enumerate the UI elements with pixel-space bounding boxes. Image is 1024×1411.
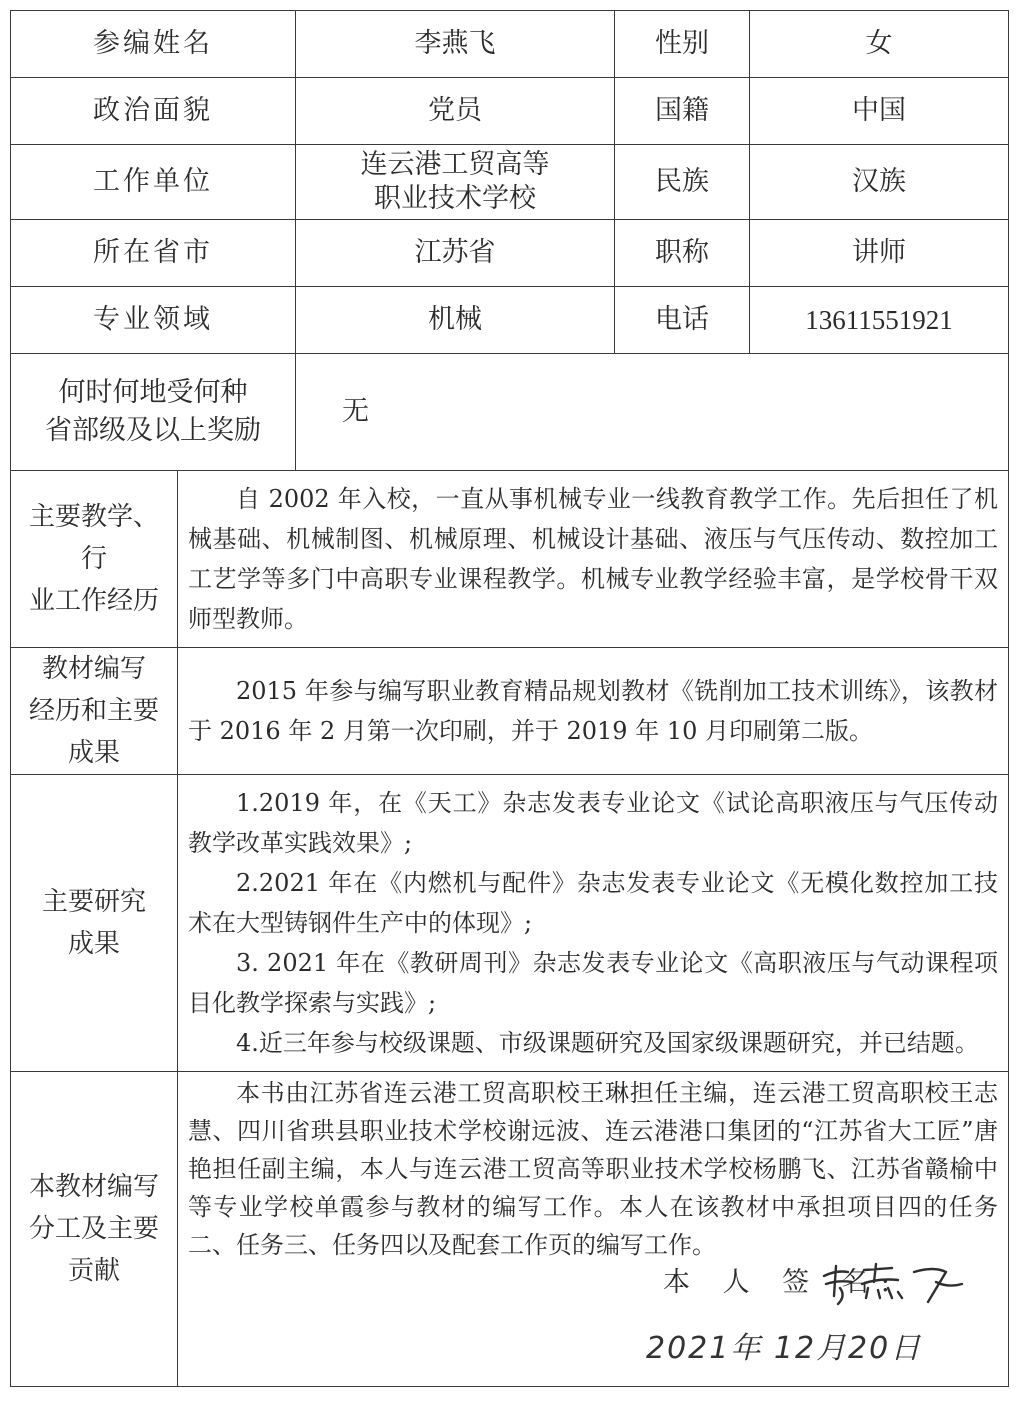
nationality-value: 中国 <box>750 78 1009 145</box>
research-item-4: 4.近三年参与校级课题、市级课题研究及国家级课题研究，并已结题。 <box>236 1029 979 1057</box>
province-value: 江苏省 <box>296 220 615 287</box>
textbook-label-line-1: 教材编写 <box>41 654 146 684</box>
employer-line-1: 连云港工贸高等 <box>360 149 550 180</box>
row-contribution <box>11 1072 1009 1387</box>
field-value: 机械 <box>296 287 615 354</box>
research-label <box>11 775 178 1072</box>
row-textbook <box>11 648 1009 775</box>
experience-label-line-1: 主要教学、行 <box>28 502 159 574</box>
nationality-label: 国籍 <box>615 78 750 145</box>
row-name <box>11 11 1009 78</box>
row-awards <box>11 354 1009 471</box>
gender-value: 女 <box>750 11 1009 78</box>
textbook-label-line-2: 经历和主要 <box>28 696 159 726</box>
row-experience <box>11 471 1009 648</box>
experience-label-line-2: 业工作经历 <box>28 586 159 616</box>
experience-text: 自 2002 年入校，一直从事机械专业一线教育教学工作。先后担任了机械基础、机械制图、机械原理、机械设计基础、液压与气压传动、数控加工工艺学等多门中高职专业课程教学。机械专业教学经验丰富，是学校骨干双师型教师。 <box>188 485 998 633</box>
gender-label: 性别 <box>615 11 750 78</box>
row-research <box>11 775 1009 1072</box>
employer-label: 工作单位 <box>11 145 296 220</box>
contribution-label <box>11 1072 178 1387</box>
signature-label: 本 人 签 名: <box>663 1267 902 1298</box>
field-label: 专业领域 <box>11 287 296 354</box>
author-info-table <box>10 10 1009 1387</box>
handwritten-signature <box>818 1262 968 1308</box>
research-item-2: 2.2021 年在《内燃机与配件》杂志发表专业论文《无模化数控加工技术在大型铸钢件生产中的体现》; <box>188 869 998 937</box>
awards-label-line-2: 省部级及以上奖励 <box>45 415 261 446</box>
politics-value: 党员 <box>296 78 615 145</box>
awards-label <box>11 354 296 471</box>
name-value: 李燕飞 <box>296 11 615 78</box>
phone-value: 13611551921 <box>750 287 1009 354</box>
textbook-text: 2015 年参与编写职业教育精品规划教材《铣削加工技术训练》，该教材于 2016 年 2 月第一次印刷，并于 2019 年 10 月印刷第二版。 <box>188 677 998 745</box>
row-province <box>11 220 1009 287</box>
textbook-label-line-3: 成果 <box>67 738 120 768</box>
row-field <box>11 287 1009 354</box>
experience-text-cell <box>178 471 1009 648</box>
research-label-line-1: 主要研究 <box>41 887 146 917</box>
research-item-3: 3. 2021 年在《教研周刊》杂志发表专业论文《高职液压与气动课程项目化教学探索与实践》; <box>188 949 998 1017</box>
row-employer <box>11 145 1009 220</box>
contribution-label-line-1: 本教材编写 <box>28 1172 159 1202</box>
row-politics <box>11 78 1009 145</box>
textbook-label <box>11 648 178 775</box>
research-label-line-2: 成果 <box>67 929 120 959</box>
contribution-text-cell <box>178 1072 1009 1387</box>
awards-value: 无 <box>296 354 1009 471</box>
ethnicity-value: 汉族 <box>750 145 1009 220</box>
handwritten-date: 2021年 12月20日 <box>646 1331 923 1366</box>
experience-label <box>11 471 178 648</box>
job-title-value: 讲师 <box>750 220 1009 287</box>
phone-label: 电话 <box>615 287 750 354</box>
name-label: 参编姓名 <box>11 11 296 78</box>
politics-label: 政治面貌 <box>11 78 296 145</box>
awards-label-line-1: 何时何地受何种 <box>58 377 248 408</box>
contribution-text: 本书由江苏省连云港工贸高职校王琳担任主编，连云港工贸高职校王志慧、四川省珙县职业技术学校谢远波、连云港港口集团的“江苏省大工匠”唐艳担任副主编，本人与连云港工贸高等职业技术学校杨鹏飞、江苏省赣榆中等专业学校单霞参与教材的编写工作。本人在该教材中承担项目四的任务二、任务三、任务四以及配套工作页的编写工作。 <box>188 1079 998 1259</box>
research-text-cell <box>178 775 1009 1072</box>
employer-value <box>296 145 615 220</box>
textbook-text-cell <box>178 648 1009 775</box>
job-title-label: 职称 <box>615 220 750 287</box>
ethnicity-label: 民族 <box>615 145 750 220</box>
contribution-label-line-2: 分工及主要 <box>28 1214 159 1244</box>
contribution-label-line-3: 贡献 <box>67 1256 120 1286</box>
province-label: 所在省市 <box>11 220 296 287</box>
employer-line-2: 职业技术学校 <box>374 183 536 214</box>
research-item-1: 1.2019 年，在《天工》杂志发表专业论文《试论高职液压与气压传动教学改革实践效果》; <box>188 789 998 857</box>
